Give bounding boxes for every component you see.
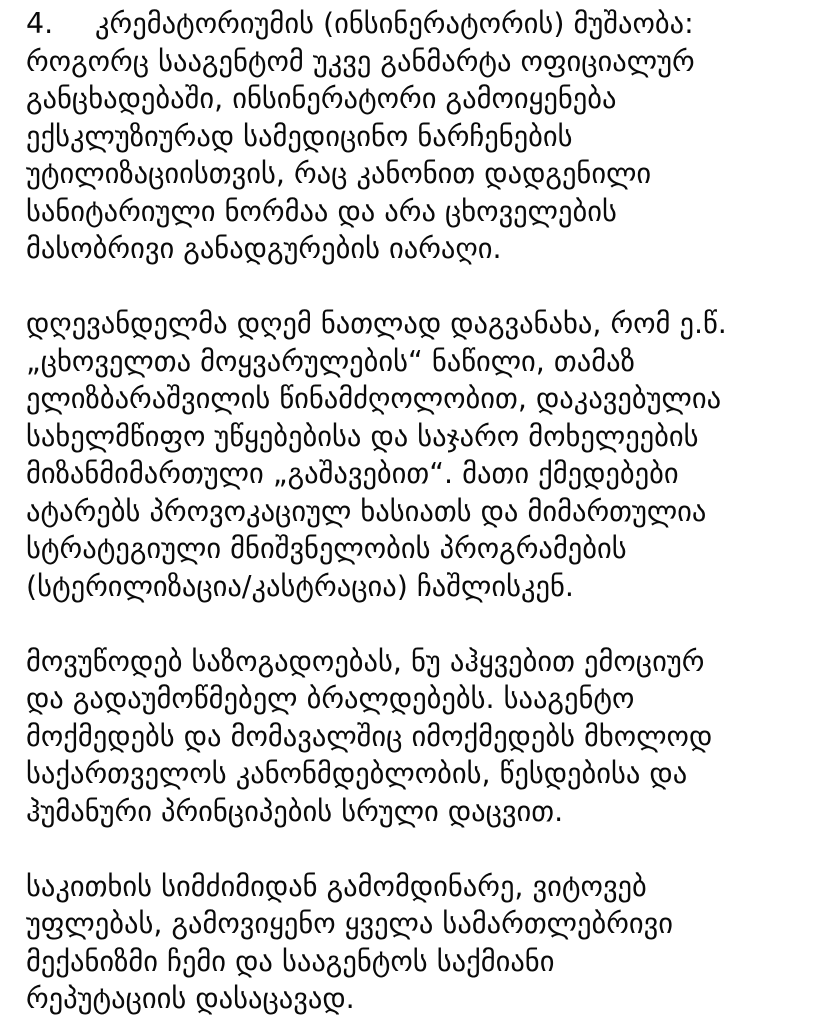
section-heading xyxy=(26,5,804,43)
paragraph-accusation xyxy=(26,305,804,605)
text-line: უფლებას, გამოვიყენო ყველა სამართლებრივი xyxy=(26,907,674,940)
text-line: და გადაუმოწმებელ ბრალდებებს. სააგენტო xyxy=(26,682,635,715)
text-line: მექანიზმი ჩემი და სააგენტოს საქმიანი xyxy=(26,944,555,978)
text-line: სახელმწიფო უწყებებისა და საჯარო მოხელეების xyxy=(26,419,699,453)
text-line: უტილიზაციისთვის, რაც კანონით დადგენილი xyxy=(26,157,652,190)
text-line: „ცხოველთა მოყვარულების“ ნაწილი, თამაზ xyxy=(26,344,635,378)
paragraph-legal-notice xyxy=(26,868,804,1018)
section-number: 4. xyxy=(26,7,54,40)
text-line: როგორც სააგენტომ უკვე განმარტა ოფიციალურ xyxy=(26,44,695,78)
text-line: მასობრივი განადგურების იარაღი. xyxy=(26,232,502,265)
text-line: მიზანმიმართული „გაშავებით“. მათი ქმედებები xyxy=(26,457,679,490)
text-line: ატარებს პროვოკაციულ ხასიათს და მიმართულია xyxy=(26,494,707,528)
text-line: ელიზბარაშვილის წინამძღოლობით, დაკავებულია xyxy=(26,382,722,415)
text-line: განცხადებაში, ინსინერატორი გამოიყენება xyxy=(26,82,617,115)
text-line: რეპუტაციის დასაცავად. xyxy=(26,982,355,1015)
text-line: დღევანდელმა დღემ ნათლად დაგვანახა, რომ ე.წ. xyxy=(26,307,727,340)
text-line: საქართველოს კანონმდებლობის, წესდებისა და xyxy=(26,757,688,790)
text-line: მოქმედებს და მომავალშიც იმოქმედებს მხოლოდ xyxy=(26,719,713,753)
text-line: (სტერილიზაცია/კასტრაცია) ჩაშლისკენ. xyxy=(26,569,574,603)
text-line: მოვუწოდებ საზოგადოებას, ნუ აჰყვებით ემოციურ xyxy=(26,644,705,678)
paragraph-appeal xyxy=(26,643,804,831)
text-line: ექსკლუზიურად სამედიცინო ნარჩენების xyxy=(26,119,573,153)
paragraph-crematorium xyxy=(26,5,804,268)
text-line: ჰუმანური პრინციპების სრული დაცვით. xyxy=(26,794,564,828)
text-line: სტრატეგიული მნიშვნელობის პროგრამების xyxy=(26,532,627,565)
text-line: სანიტარიული ნორმაა და არა ცხოველების xyxy=(26,194,617,228)
section-title: კრემატორიუმის (ინსინერატორის) მუშაობა: xyxy=(95,7,694,40)
text-line: საკითხის სიმძიმიდან გამომდინარე, ვიტოვებ xyxy=(26,869,647,903)
